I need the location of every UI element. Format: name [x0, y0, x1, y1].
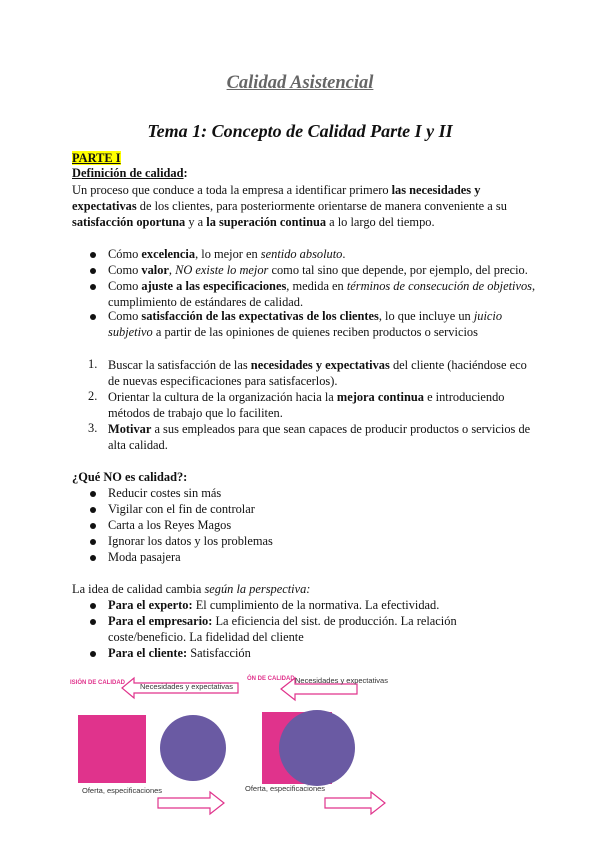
text-run: del cliente (haciéndose eco: [389, 358, 527, 372]
bullet-valor: [108, 262, 528, 278]
text-run: coste/beneficio. La fidelidad del cliente: [108, 630, 304, 644]
expectativas-circle: [279, 710, 355, 786]
text-run-bold: valor: [141, 263, 169, 277]
text-run-bold: Para el cliente:: [108, 646, 188, 660]
list-item: Ignorar los datos y los problemas: [108, 534, 273, 548]
arrow-right-icon: [323, 790, 387, 816]
numbered-item-3: [108, 421, 530, 437]
diagram-right-label: ÓN DE CALIDAD: [247, 676, 295, 682]
text-run: , lo que incluye un: [378, 309, 474, 323]
document-title: Calidad Asistencial: [226, 73, 374, 93]
text-run: métodos de trabajo que lo faciliten.: [108, 406, 283, 420]
text-run: a partir de las opiniones de quienes reciben productos o servicios: [152, 325, 478, 339]
numbered-item-3-cont: [108, 437, 168, 453]
oferta-square: [78, 715, 146, 783]
text-run: La eficiencia del sist. de producción. La relación: [212, 614, 457, 628]
expectativas-circle: [160, 715, 226, 781]
bullet-icon: [90, 651, 96, 657]
text-run: a sus empleados para que sean capaces de producir productos o servicios de: [151, 422, 531, 436]
text-run: ,: [531, 279, 536, 293]
text-run: Un proceso que conduce a toda la empresa a identificar primero: [72, 183, 392, 197]
definition-heading-text: Definición de calidad: [72, 166, 184, 180]
bullet-icon: [90, 523, 96, 529]
text-run: y a: [185, 215, 207, 229]
list-number: 2.: [88, 389, 98, 403]
bullet-icon: [90, 268, 96, 274]
bullet-icon: [90, 619, 96, 625]
text-run-bold: Para el empresario:: [108, 614, 213, 628]
text-run-bold: expectativas: [72, 199, 137, 213]
text-run-italic: según la perspectiva:: [204, 582, 311, 596]
text-run-bold: ajuste a las especificaciones: [141, 279, 287, 293]
text-run: , lo mejor en: [195, 247, 261, 261]
no-calidad-heading-text: ¿Qué NO es calidad?:: [72, 470, 188, 484]
list-number: 1.: [88, 357, 98, 371]
definition-line-3: [72, 214, 435, 230]
perspectiva-experto: [108, 597, 439, 613]
text-run-bold: satisfacción oportuna: [72, 215, 186, 229]
text-run: , medida en: [286, 279, 347, 293]
text-run: Como: [108, 263, 142, 277]
text-run: Cómo: [108, 247, 142, 261]
definition-heading: [72, 165, 188, 181]
necesidades-label: Necesidades y expectativas: [140, 682, 233, 691]
no-calidad-heading: [72, 469, 187, 485]
perspectiva-cliente: [108, 645, 251, 661]
oferta-label: Oferta, especificaciones: [82, 786, 163, 795]
bullet-ajuste: [108, 278, 535, 294]
numbered-item-2-cont: [108, 405, 283, 421]
bullet-icon: [90, 491, 96, 497]
list-item: Reducir costes sin más: [108, 486, 222, 500]
text-run: Como: [108, 279, 142, 293]
text-run-bold: satisfacción de las expectativas de los clientes: [141, 309, 379, 323]
numbered-item-2: [108, 389, 504, 405]
list-item: Moda pasajera: [108, 550, 181, 564]
text-run: ,: [168, 263, 176, 277]
text-run-bold: Motivar: [108, 422, 152, 436]
text-run: e introduciendo: [423, 390, 505, 404]
list-item: Vigilar con el fin de controlar: [108, 502, 255, 516]
section-heading-parte: [72, 150, 121, 166]
bullet-icon: [90, 603, 96, 609]
text-run: alta calidad.: [108, 438, 168, 452]
bullet-icon: [90, 539, 96, 545]
text-run-italic: sentido absoluto: [260, 247, 343, 261]
numbered-item-1-cont: [108, 373, 337, 389]
perspectiva-intro: [72, 581, 310, 597]
bullet-icon: [90, 507, 96, 513]
text-run-bold: las necesidades y: [391, 183, 481, 197]
text-run: Como: [108, 309, 142, 323]
text-run-bold: la superación continua: [206, 215, 327, 229]
oferta-label: Oferta, especificaciones: [245, 784, 326, 793]
bullet-icon: [90, 252, 96, 258]
necesidades-label: Necesidades y expectativas: [295, 676, 388, 685]
text-run-italic: juicio: [473, 309, 503, 323]
text-run-bold: necesidades y expectativas: [250, 358, 390, 372]
text-run: a lo largo del tiempo.: [326, 215, 435, 229]
text-run: Orientar la cultura de la organización hacia la: [108, 390, 337, 404]
text-run: de nuevas especificaciones para satisfacerlos).: [108, 374, 338, 388]
definition-line-1: [72, 182, 480, 198]
text-run: El cumplimiento de la normativa. La efectividad.: [192, 598, 440, 612]
text-run-bold: excelencia: [141, 247, 196, 261]
bullet-excelencia: [108, 246, 345, 262]
bullet-icon: [90, 314, 96, 320]
diagram-right: [235, 668, 415, 840]
definition-line-2: [72, 198, 507, 214]
numbered-item-1: [108, 357, 527, 373]
bullet-satisfaccion-cont: [108, 324, 478, 340]
text-run: .: [342, 247, 346, 261]
definition-colon: :: [183, 166, 188, 180]
perspectiva-empresario: [108, 613, 457, 629]
text-run-bold: mejora continua: [336, 390, 424, 404]
text-run: La idea de calidad cambia: [72, 582, 205, 596]
parte-label: PARTE I: [72, 151, 121, 165]
text-run: Satisfacción: [187, 646, 251, 660]
text-run: cumplimiento de estándares de calidad.: [108, 295, 304, 309]
bullet-icon: [90, 555, 96, 561]
diagram-left: [60, 670, 240, 840]
text-run-italic: subjetivo: [108, 325, 153, 339]
perspectiva-empresario-cont: [108, 629, 304, 645]
list-number: 3.: [88, 421, 98, 435]
text-run-bold: Para el experto:: [108, 598, 193, 612]
bullet-satisfaccion: [108, 308, 502, 324]
arrow-right-icon: [156, 790, 226, 816]
text-run-italic: NO existe lo mejor: [175, 263, 269, 277]
list-item: Carta a los Reyes Magos: [108, 518, 232, 532]
document-subtitle: Tema 1: Concepto de Calidad Parte I y II: [147, 121, 453, 141]
text-run: de los clientes, para posteriormente orientarse de manera conveniente a su: [136, 199, 507, 213]
diagram-left-label: ISIÓN DE CALIDAD: [70, 680, 126, 686]
text-run-italic: términos de consecución de objetivos: [346, 279, 532, 293]
bullet-icon: [90, 284, 96, 290]
text-run: Buscar la satisfacción de las: [108, 358, 251, 372]
text-run: como tal sino que depende, por ejemplo, del precio.: [268, 263, 528, 277]
